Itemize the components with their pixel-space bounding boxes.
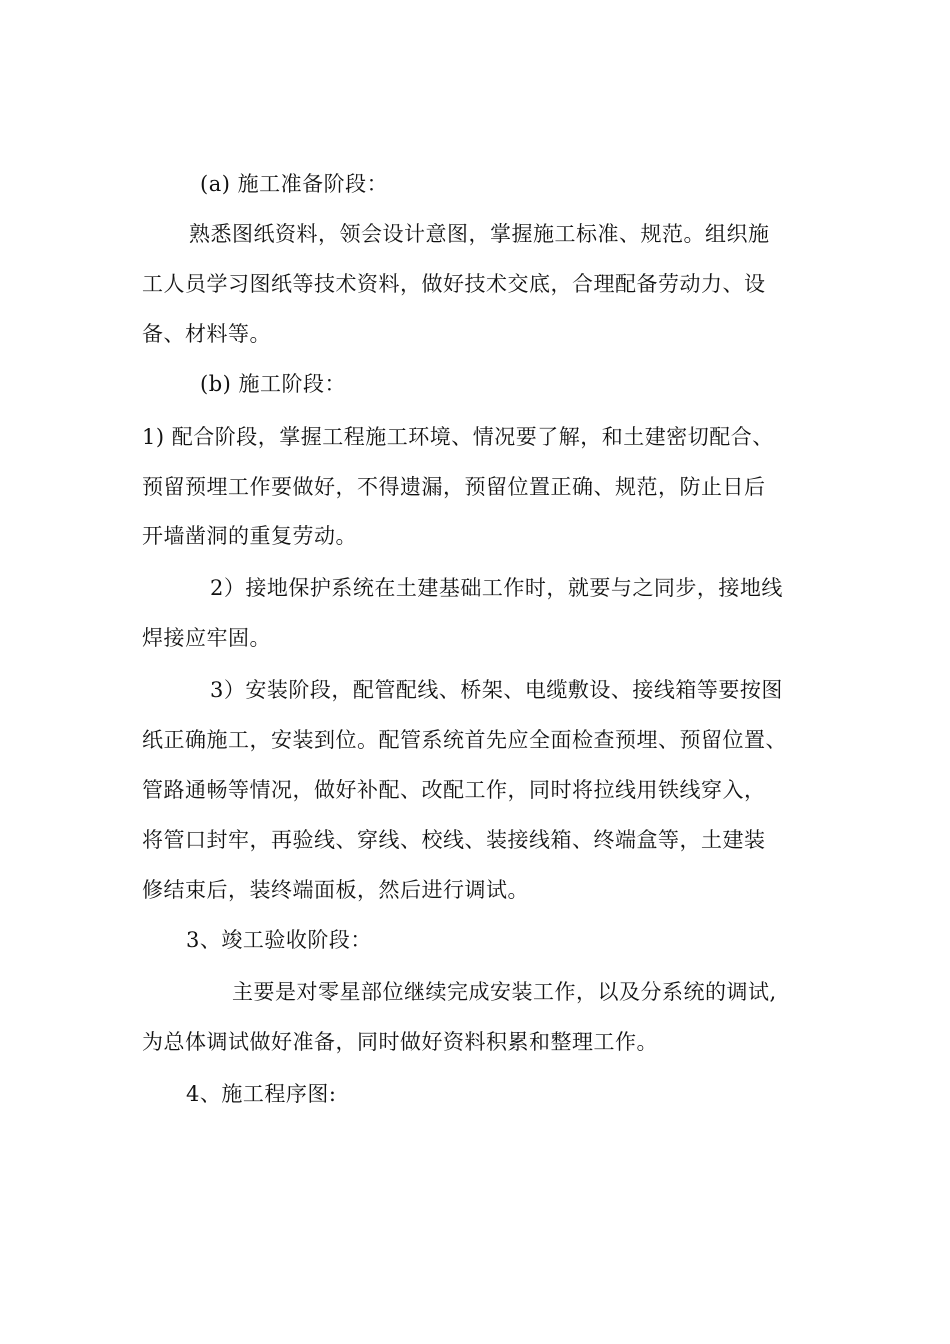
paragraph-line: 2）接地保护系统在土建基础工作时，就要与之同步，接地线 xyxy=(210,576,783,600)
paragraph-line: 将管口封牢，再验线、穿线、校线、装接线箱、终端盒等，土建装 xyxy=(142,828,766,852)
section-heading-a: (a) 施工准备阶段： xyxy=(200,172,389,196)
section-heading-b: (b) 施工阶段： xyxy=(200,372,347,396)
paragraph-line: 纸正确施工，安装到位。配管系统首先应全面检查预埋、预留位置、 xyxy=(142,728,787,752)
paragraph-line: 备、材料等。 xyxy=(142,322,271,346)
paragraph-line: 修结束后，装终端面板，然后进行调试。 xyxy=(142,878,529,902)
paragraph-line: 焊接应牢固。 xyxy=(142,626,271,650)
paragraph-line: 熟悉图纸资料，领会设计意图，掌握施工标准、规范。组织施 xyxy=(189,222,770,246)
section-heading-3: 3、竣工验收阶段： xyxy=(186,928,372,952)
paragraph-line: 管路通畅等情况，做好补配、改配工作，同时将拉线用铁线穿入， xyxy=(142,778,766,802)
paragraph-line: 开墙凿洞的重复劳动。 xyxy=(142,524,357,548)
paragraph-line: 工人员学习图纸等技术资料，做好技术交底，合理配备劳动力、设 xyxy=(142,272,766,296)
paragraph-line: 为总体调试做好准备，同时做好资料积累和整理工作。 xyxy=(142,1030,658,1054)
paragraph-line: 主要是对零星部位继续完成安装工作，以及分系统的调试, xyxy=(232,980,777,1004)
paragraph-line: 1) 配合阶段，掌握工程施工环境、情况要了解，和土建密切配合、 xyxy=(142,425,774,449)
section-heading-4: 4、施工程序图: xyxy=(186,1082,337,1106)
paragraph-line: 3）安装阶段，配管配线、桥架、电缆敷设、接线箱等要按图 xyxy=(210,678,783,702)
paragraph-line: 预留预埋工作要做好，不得遗漏，预留位置正确、规范，防止日后 xyxy=(142,475,766,499)
